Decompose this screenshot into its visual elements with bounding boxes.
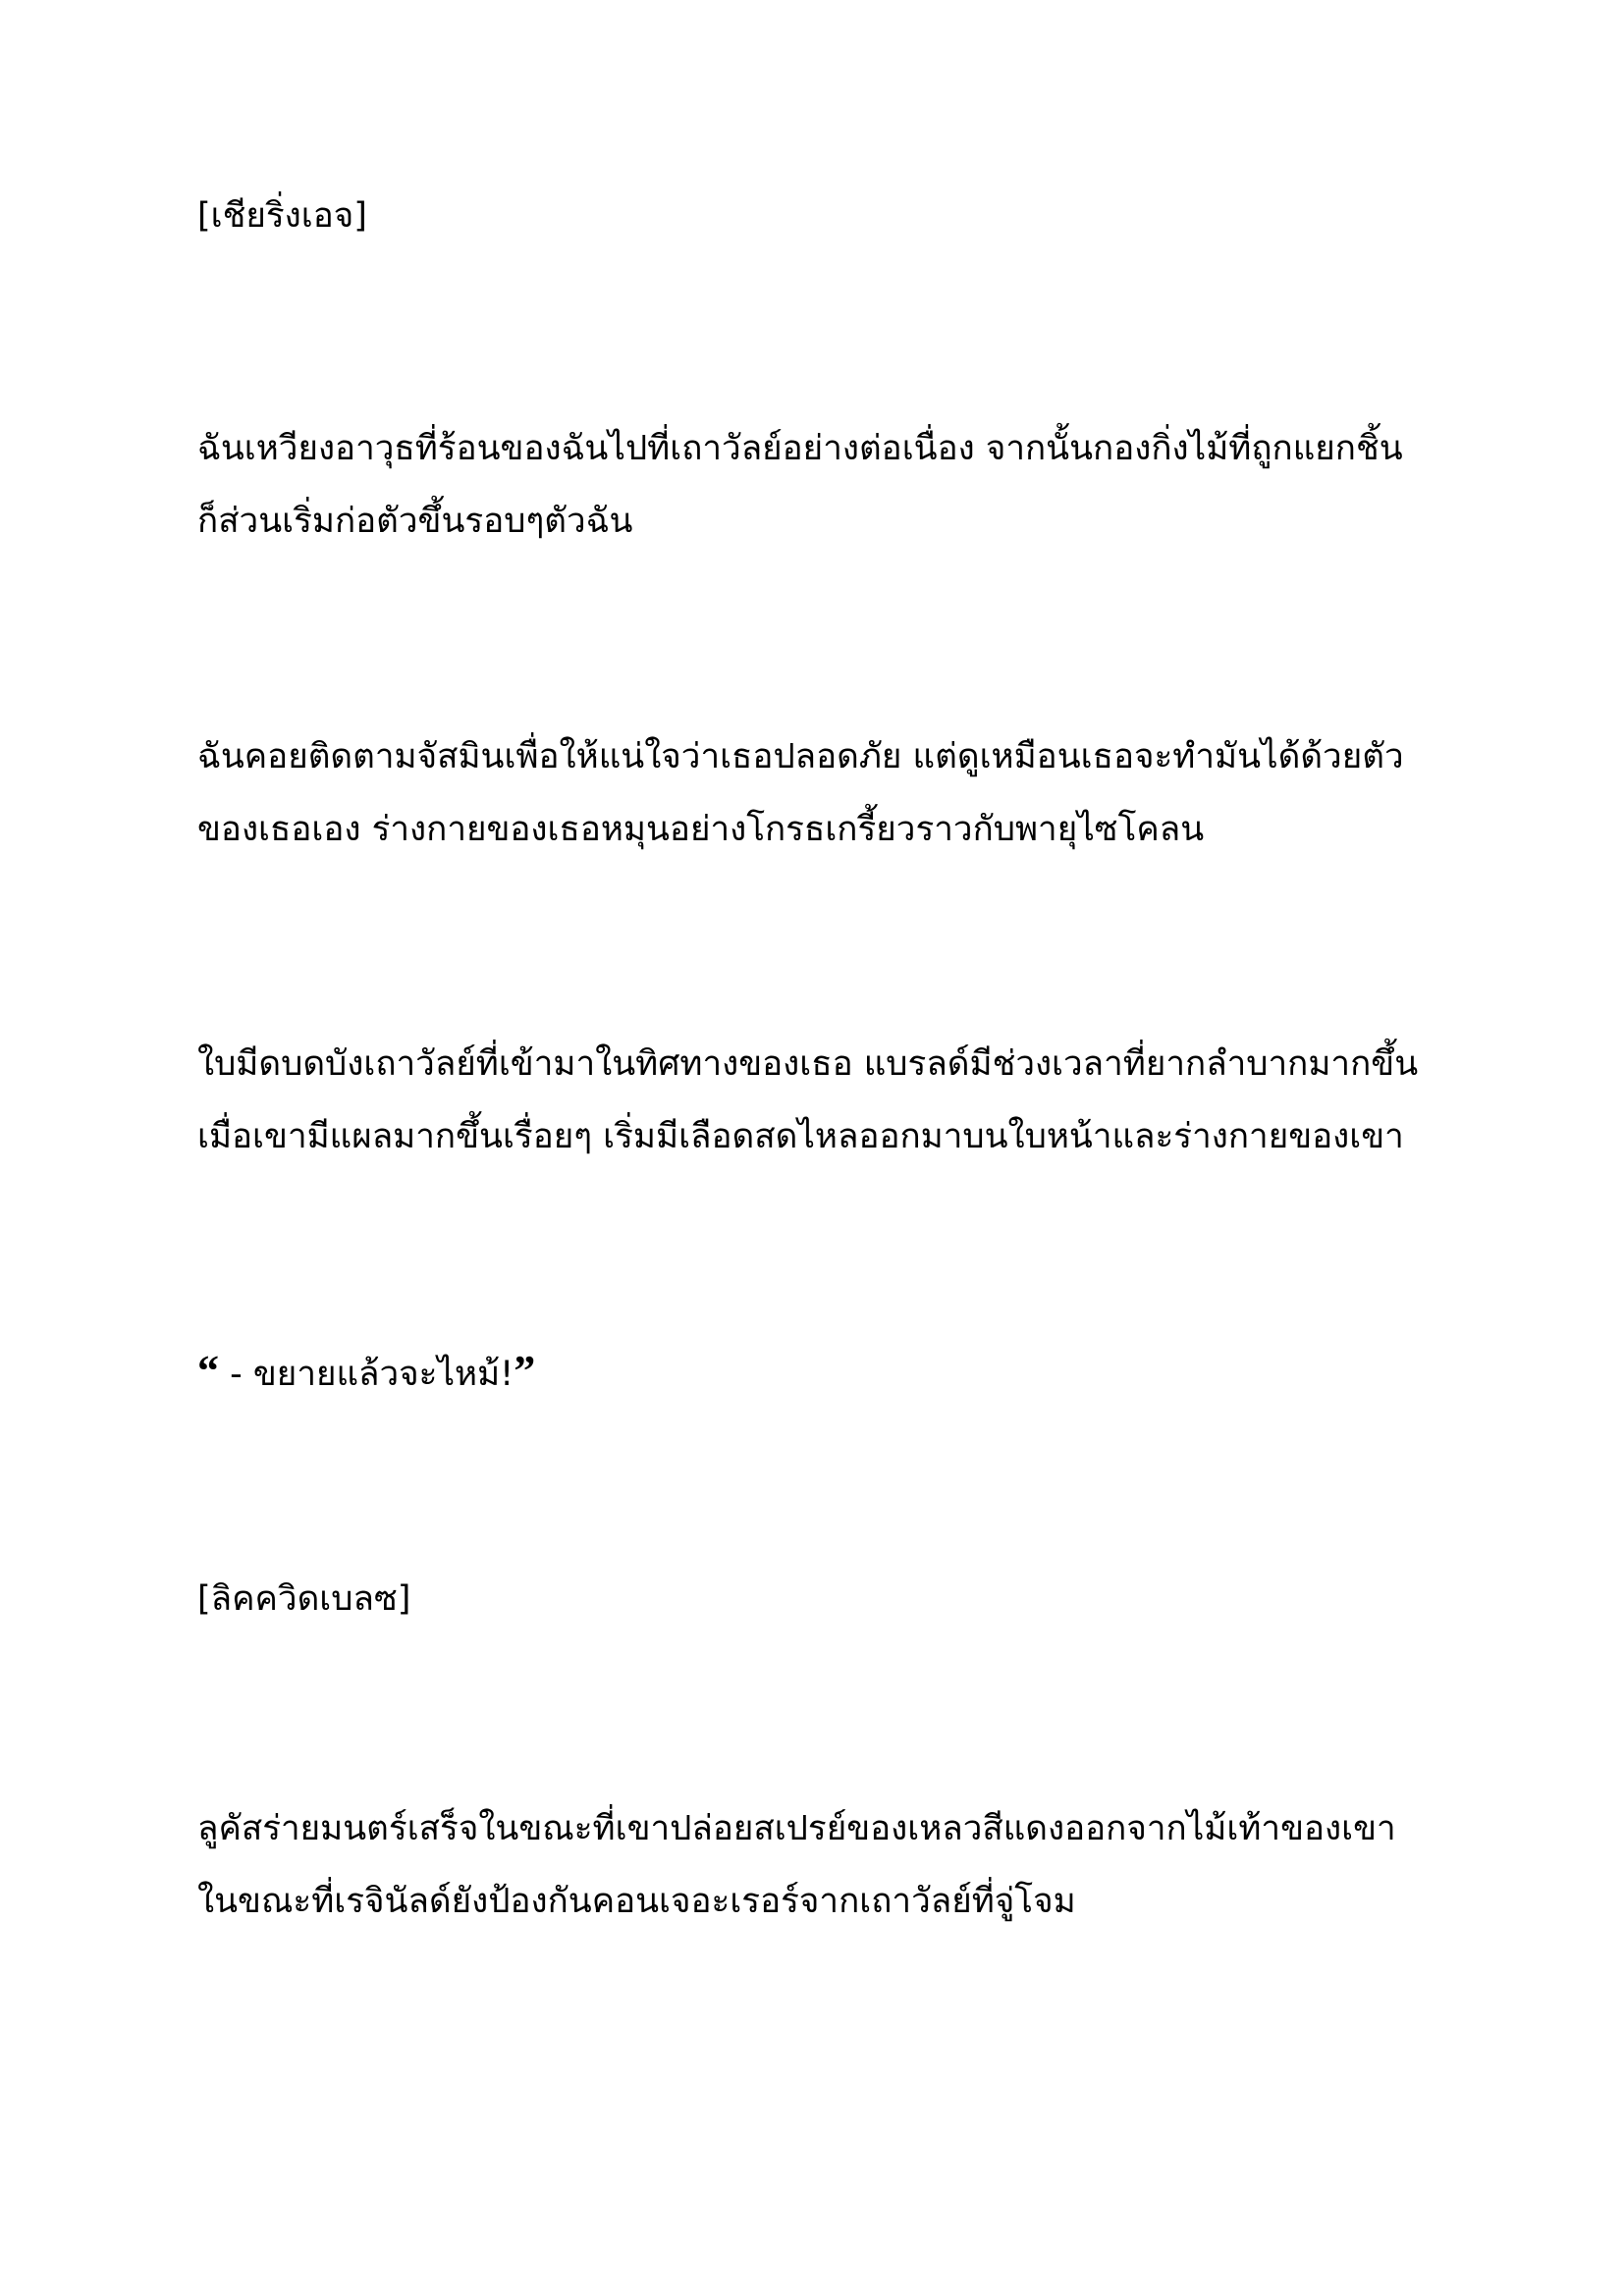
- dialogue-quote: [197, 1347, 536, 1395]
- paragraph-line: ของเธอเอง ร่างกายของเธอหมุนอย่างโกรธเกรี้ยวราวกับพายุไซโคลน: [197, 810, 1205, 849]
- paragraph-line: ใบมีดบดบังเถาวัลย์ที่เข้ามาในทิศทางของเธอ แบรลด์มีช่วงเวลาที่ยากลำบากมากขึ้น: [197, 1044, 1419, 1084]
- skill-name-heading: [ลิคควิดเบลซ]: [197, 1579, 411, 1619]
- paragraph-line: ในขณะที่เรจินัลด์ยังป้องกันคอนเจอะเรอร์จากเถาวัลย์ที่จู่โจม: [197, 1882, 1076, 1921]
- paragraph-line: เมื่อเขามีแผลมากขึ้นเรื่อยๆ เริ่มมีเลือดสดไหลออกมาบนใบหน้าและร่างกายของเขา: [197, 1117, 1404, 1156]
- paragraph-line: ลูคัสร่ายมนตร์เสร็จในขณะที่เขาปล่อยสเปรย์ของเหลวสีแดงออกจากไม้เท้าของเขา: [197, 1809, 1396, 1848]
- paragraph-line: ฉันคอยติดตามจัสมินเพื่อให้แน่ใจว่าเธอปลอดภัย แต่ดูเหมือนเธอจะทำมันได้ด้วยตัว: [197, 737, 1404, 776]
- dialogue-text: - ขยายแล้วจะไหม้!: [219, 1355, 514, 1394]
- paragraph-line: ฉันเหวียงอาวุธที่ร้อนของฉันไปที่เถาวัลย์อย่างต่อเนื่อง จากนั้นกองกิ่งไม้ที่ถูกแยกชิ้น: [197, 429, 1403, 468]
- close-quote-mark: ”: [514, 1347, 536, 1395]
- paragraph-line: ก็ส่วนเริ่มก่อตัวขึ้นรอบๆตัวฉัน: [197, 502, 633, 541]
- open-quote-mark: “: [197, 1347, 219, 1395]
- skill-name-heading: [เชียริ่งเอจ]: [197, 196, 367, 236]
